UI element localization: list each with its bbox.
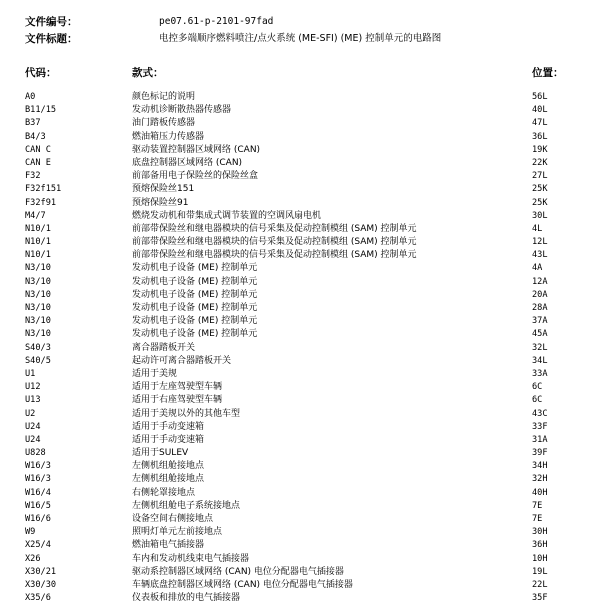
component-position: 19L [532,566,548,577]
list-item [0,170,600,183]
component-code: W16/3 [25,474,51,485]
list-item [0,566,600,579]
component-code: N10/1 [25,250,51,261]
component-code: A0 [25,92,36,102]
component-description: 前部备用电子保险丝的保险丝盒 [132,171,259,182]
component-position: 7E [532,500,543,511]
component-description: 适用于美规 [132,368,178,379]
component-description: 颜色标记的说明 [132,92,196,102]
component-description: 燃油箱电气插接器 [132,540,205,551]
list-item [0,302,600,315]
component-position: 22L [532,579,548,590]
component-code: N3/10 [25,289,51,300]
list-item [0,249,600,262]
component-position: 25K [532,184,548,195]
doc-title-label: 文件标题： [25,33,78,45]
component-code: N3/10 [25,263,51,274]
component-code: N3/10 [25,303,51,313]
component-position: 4L [532,223,543,234]
list-item [0,421,600,434]
component-position: 33A [532,368,548,379]
component-code: B11/15 [25,105,57,116]
component-code: X25/4 [25,540,51,551]
component-description: 适用于SULEV [132,448,189,459]
component-code: S40/3 [25,342,51,353]
component-position: 35F [532,593,548,604]
list-item [0,183,600,196]
component-code: X30/30 [25,579,57,590]
list-item [0,223,600,236]
component-description: 发动机电子设备 (ME) 控制单元 [132,276,258,287]
component-description: 油门踏板传感器 [132,118,196,129]
list-item [0,276,600,289]
list-item [0,157,600,170]
component-description: 驱动系控制器区域网络 (CAN) 电位分配器电气插接器 [132,566,344,577]
component-code: W9 [25,527,36,538]
list-item [0,131,600,144]
component-position: 22K [532,157,548,168]
component-description: 左侧机组舱接地点 [132,474,205,485]
list-item [0,473,600,486]
component-code: X26 [25,553,41,564]
component-position: 19K [532,144,548,155]
list-item [0,513,600,526]
list-item [0,381,600,394]
component-code: X30/21 [25,566,57,577]
component-description: 左侧机组舱电子系统接地点 [132,500,241,511]
component-position: 34H [532,461,548,472]
list-item [0,526,600,539]
list-item [0,210,600,223]
component-code: X35/6 [25,593,51,604]
component-description: 燃烧发动机和带集成式调节装置的空调风扇电机 [132,210,322,221]
component-description: 右侧轮罩接地点 [132,487,196,498]
component-code: W16/6 [25,514,51,524]
list-item [0,592,600,605]
component-position: 12L [532,237,548,248]
component-code: F32f91 [25,197,57,208]
component-position: 45A [532,329,548,340]
doc-number-label: 文件编号： [25,16,78,28]
component-code: U1 [25,368,36,379]
component-position: 36L [532,131,548,142]
component-code: U828 [25,448,46,459]
component-code: W16/3 [25,461,51,472]
component-position: 32H [532,474,548,485]
component-code: U24 [25,421,41,432]
component-position: 6C [532,382,543,393]
component-code: N3/10 [25,276,51,287]
component-position: 40H [532,487,548,498]
component-position: 4A [532,263,543,274]
component-code: U2 [25,408,36,419]
doc-number-value: pe07.61-p-2101-97fad [159,16,274,27]
component-description: 前部带保险丝和继电器模块的信号采集及促动控制模组 (SAM) 控制单元 [132,223,417,234]
list-item [0,447,600,460]
component-position: 12A [532,276,548,287]
component-code: F32f151 [25,184,62,195]
component-position: 31A [532,434,548,445]
list-item [0,328,600,341]
list-item [0,500,600,513]
component-description: 起动许可离合器踏板开关 [132,355,232,366]
list-item [0,315,600,328]
component-position: 30L [532,210,548,221]
component-position: 10H [532,553,548,564]
component-description: 仪表板和排放的电气插接器 [132,593,241,604]
component-position: 47L [532,118,548,129]
component-description: 燃油箱压力传感器 [132,131,205,142]
list-item [0,355,600,368]
component-code: B4/3 [25,131,46,142]
component-code: N10/1 [25,223,51,234]
component-code: S40/5 [25,355,51,366]
component-position: 33F [532,421,548,432]
list-item [0,487,600,500]
component-code: U24 [25,434,41,445]
component-position: 37A [532,316,548,327]
component-code: U12 [25,382,41,393]
component-description: 底盘控制器区域网络 (CAN) [132,157,243,168]
component-description: 预熔保险丝151 [132,184,195,195]
component-position: 6C [532,395,543,406]
component-description: 前部带保险丝和继电器模块的信号采集及促动控制模组 (SAM) 控制单元 [132,237,417,248]
component-position: 43L [532,250,548,261]
component-position: 20A [532,289,548,300]
component-description: 适用于手动变速箱 [132,421,205,432]
list-item [0,342,600,355]
component-description: 车内和发动机线束电气插接器 [132,553,250,564]
component-description: 前部带保险丝和继电器模块的信号采集及促动控制模组 (SAM) 控制单元 [132,250,417,261]
component-position: 40L [532,105,548,116]
component-code: CAN C [25,144,51,155]
component-description: 适用于美规以外的其他车型 [132,408,241,419]
component-description: 发动机电子设备 (ME) 控制单元 [132,316,258,327]
component-description: 发动机电子设备 (ME) 控制单元 [132,303,258,313]
component-code: W16/4 [25,487,51,498]
component-description: 发动机电子设备 (ME) 控制单元 [132,289,258,300]
component-position: 7E [532,514,543,524]
component-code: M4/7 [25,210,46,221]
list-item [0,579,600,592]
list-item [0,117,600,130]
component-description: 适用于左座驾驶型车辆 [132,382,223,393]
component-description: 车辆底盘控制器区域网络 (CAN) 电位分配器电气插接器 [132,579,353,590]
list-item [0,236,600,249]
component-code: B37 [25,118,41,129]
column-header-text: 款式： [132,67,164,79]
component-code: CAN E [25,157,51,168]
list-item [0,434,600,447]
list-item [0,289,600,302]
component-position: 25K [532,197,548,208]
list-item [0,539,600,552]
component-position: 36H [532,540,548,551]
component-position: 27L [532,171,548,182]
component-description: 设备空间右侧接地点 [132,514,214,524]
component-position: 30H [532,527,548,538]
component-description: 离合器踏板开关 [132,342,196,353]
component-position: 43C [532,408,548,419]
component-code: F32 [25,171,41,182]
component-description: 发动机诊断散热器传感器 [132,105,232,116]
component-description: 发动机电子设备 (ME) 控制单元 [132,329,258,340]
component-description: 适用于右座驾驶型车辆 [132,395,223,406]
component-description: 驱动装置控制器区域网络 (CAN) [132,144,261,155]
list-item [0,553,600,566]
component-position: 28A [532,303,548,313]
component-position: 34L [532,355,548,366]
component-description: 发动机电子设备 (ME) 控制单元 [132,263,258,274]
column-header-position: 位置： [532,67,564,79]
component-description: 左侧机组舱接地点 [132,461,205,472]
doc-title-value: 电控多端顺序燃料喷注/点火系统 (ME-SFI) (ME) 控制单元的电路图 [159,33,442,44]
list-item [0,368,600,381]
component-code: N3/10 [25,316,51,327]
list-item [0,408,600,421]
list-item [0,91,600,104]
component-list [0,91,600,605]
component-position: 56L [532,92,548,102]
list-item [0,144,600,157]
list-item [0,394,600,407]
component-code: N3/10 [25,329,51,340]
component-description: 适用于手动变速箱 [132,434,205,445]
component-position: 32L [532,342,548,353]
component-description: 照明灯单元左前接地点 [132,527,223,538]
list-item [0,460,600,473]
component-code: U13 [25,395,41,406]
list-item [0,197,600,210]
column-header-code: 代码： [25,67,57,79]
component-code: W16/5 [25,500,51,511]
component-code: N10/1 [25,237,51,248]
component-description: 预熔保险丝91 [132,197,189,208]
list-item [0,262,600,275]
component-position: 39F [532,448,548,459]
list-item [0,104,600,117]
